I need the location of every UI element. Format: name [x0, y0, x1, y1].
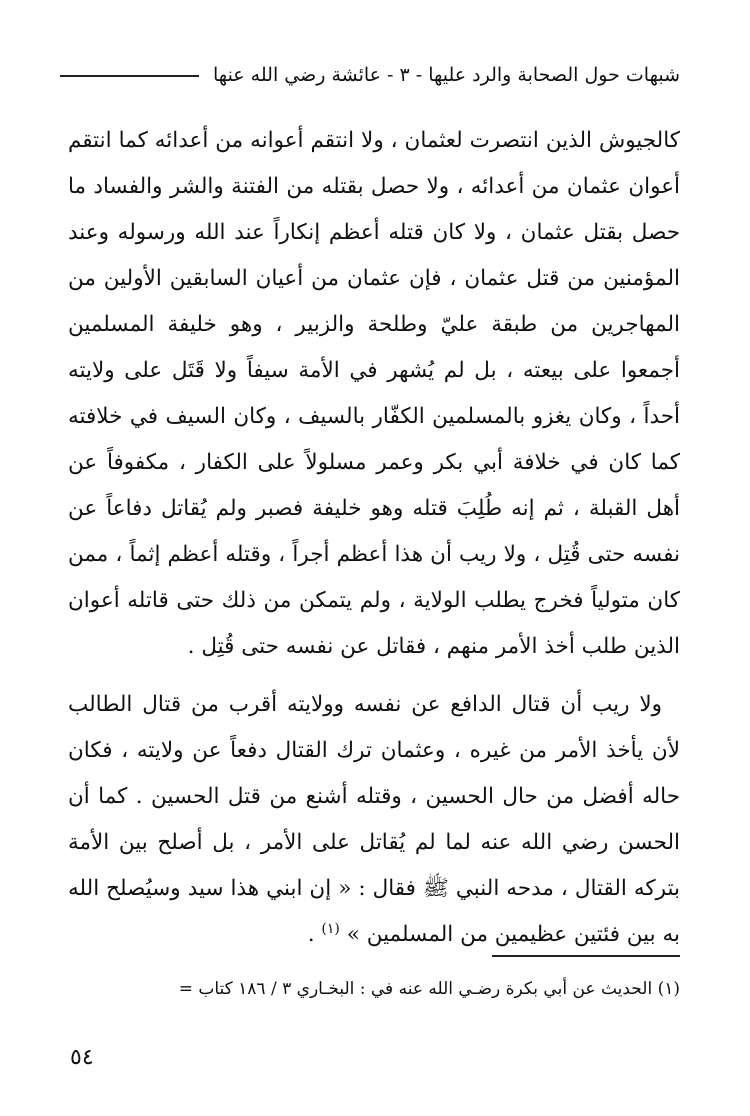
paragraph [68, 682, 680, 958]
footnote-rule [492, 955, 680, 957]
running-title: شبهات حول الصحابة والرد عليها - ٣ - عائشة رضي الله عنها [213, 63, 680, 86]
header-rule [60, 75, 199, 77]
body-text [68, 118, 680, 958]
running-header [60, 58, 680, 92]
page-number: ٥٤ [70, 1045, 94, 1070]
paragraph: كالجيوش الذين انتصرت لعثمان ، ولا انتقم أعوانه من أعدائه كما انتقم أعوان عثمان من أعدائه ، ولا حصل بقتله من الفتنة والشر والفساد ما حصل بقتل عثمان ، ولا كان قتله أعظم إنكاراً عند الله ورسوله وعند المؤمنين من قتل عثمان ، فإن عثمان من أعيان السابقين الأولين من المهاجرين من طبقة عليّ وطلحة والزبير ، وهو خليفة المسلمين أجمعوا على بيعته ، بل لم يُشهر في الأمة سيفاً ولا قَتَل على ولايته أحداً ، وكان يغزو بالمسلمين الكفّار بالسيف ، وكان السيف في خلافته كما كان في خلافة أبي بكر وعمر مسلولاً على الكفار ، مكفوفاً عن أهل القبلة ، ثم إنه طُلِبَ قتله وهو خليفة فصبر ولم يُقاتل دفاعاً عن نفسه حتى قُتِل ، ولا ريب أن هذا أعظم أجراً ، وقتله أعظم إثماً ، ممن كان متولياً فخرج يطلب الولاية ، ولم يتمكن من ذلك حتى قاتله أعوان الذين طلب أخذ الأمر منهم ، فقاتل عن نفسه حتى قُتِل . [68, 128, 680, 659]
footnote: (١) الحديث عن أبي بكرة رضـي الله عنه في : البخـاري ٣ / ١٨٦ كتاب = [178, 979, 680, 999]
paragraph-text: ولا ريب أن قتال الدافع عن نفسه وولايته أقرب من قتال الطالب لأن يأخذ الأمر من غيره ، وعثمان ترك القتال دفعاً عن ولايته ، فكان حاله أفضل من حال الحسين ، وقتله أشنع من قتل الحسين . كما أن الحسن رضي الله عنه لما لم يُقاتل على الأمر ، بل أصلح بين الأمة بتركه القتال ، مدحه النبي ﷺ فقال : « إن ابني هذا سيد وسيُصلح الله به بين فئتين عظيمين من المسلمين » [68, 692, 680, 947]
paragraph-end: . [307, 922, 322, 947]
footnote-reference: (١) [321, 920, 340, 937]
